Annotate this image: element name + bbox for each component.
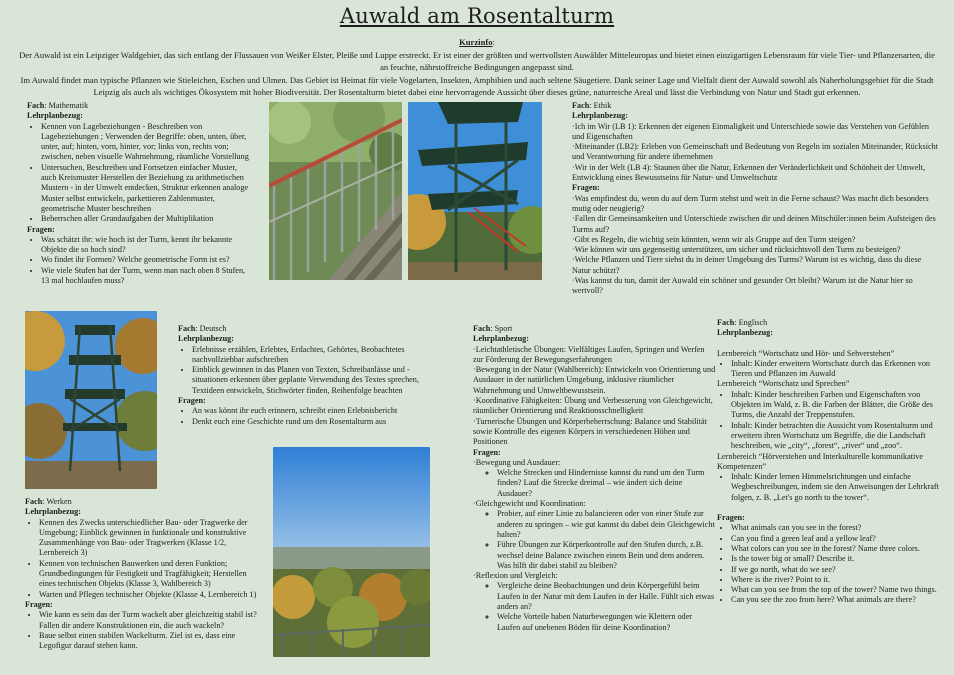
fragen-label: Fragen:	[27, 224, 55, 234]
list-item: ◦ Vergleiche deine Beobachtungen und dein Körpergefühl beim Laufen in der Natur mit dem Laufen in der Halle. Fühlt sich etwas anders an?	[497, 581, 717, 612]
section-werken: Fach: Werken Lehrplanbezug: • Kennen des Zwecks unterschiedlicher Bau- oder Tragwerke der Umgebung; Einblick gewinnen in funktionale und konstruktive Zusammenhänge von Bau- oder Tragwerken (Klasse 1/2, Lernbereich 3) • Kennen von technischen Bauwerken und deren Funktion; Grundbedingungen für Festigkeit und Tragfähigkeit; Herstellen eines technischen Objekts (Klasse 3, Wahlbereich 3) • Warten und Pflegen technischer Objekte (Klasse 4, Lernbereich 1) Fragen: • Wie kann es sein das der Turm wackelt aber gleichzeitig stabil ist? Fallen dir andere Konstruktionen ein, die auch wackeln? • Baue selbst einen stabilen Wackelturm. Ziel ist es, dass eine Legofigur darauf stehen kann.	[25, 497, 265, 651]
list-item: • An was könnt ihr euch erinnern, schreibt einen Erlebnisbericht	[192, 406, 442, 416]
frage-line: ·Gibt es Regeln, die wichtig sein könnten, wenn wir als Gruppe auf den Turm steigen?	[572, 234, 856, 244]
lehrplan-line: ·Ich im Wir (LB 1): Erkennen der eigenen Einmaligkeit und Unterschiede sowie das Verstehen von Gefühlen und Eigenschaften	[572, 121, 930, 141]
intro-section: Kurzinfo: Der Auwald ist ein Leipziger Waldgebiet, das sich entlang der Flussauen von Weißer Elster, Pleiße und Luppe erstreckt. Er ist einer der größten und wertvollsten Auwälder Mitteleuropas und bietet einen einzigartigen Lebensraum für viele Tier- und Pflanzenarten, die an feuchte, nährstoffreiche Bedingungen angepasst sind. Im Auwald findet man typische Pflanzen wie Stieleichen, Eschen und Ulmen. Das Gebiet ist Heimat für viele Vogelarten, Insekten, Amphibien und auch seltene Säugetiere. Dank seiner Lage und Vielfalt dient der Auwald sowohl als Naherholungsgebiet für die Stadt Leipzig als auch als wichtiges Ökosystem mit hoher Biodiversität. Der Rosentalturm bietet dabei eine hervorragende Aussicht über dieses grüne, naturreiche Areal und lässt die Verbindung von Natur und Stadt gut erkennen.	[14, 37, 940, 98]
list-item: • Is the tower big or small? Describe it.	[731, 554, 939, 564]
list-item: • Denkt euch eine Geschichte rund um den Rosentalturm aus	[192, 417, 442, 427]
list-item: • Kennen des Zwecks unterschiedlicher Bau- oder Tragwerke der Umgebung; Einblick gewinnen in funktionale und konstruktive Zusammenhänge von Bau- oder Tragwerken (Klasse 1/2, Lernbereich 3)	[39, 518, 265, 559]
lehrplan-label: Lehrplanbezug:	[178, 334, 234, 344]
list-item: • Kennen von Lagebeziehungen - Beschreiben von Lagebeziehungen ; Verwenden der Begriffe: oben, unten, über, unter, auf; hinten, vorn, hinter, vor; links von, rechts von; zwischen, neben visuelle Wahrnehmung, räumliche Vorstellung	[41, 122, 253, 163]
frage-line: ·Wie können wir uns gegenseitig unterstützen, um sicher und rücksichtsvoll den Turm zu besteigen?	[572, 245, 901, 255]
lehrplan-line: ·Turnerische Übungen und Körperbeherrschung: Balance und Stabilität sowie Kontrolle des eigenen Körpers in verschiedenen Höhen und Positionen	[473, 416, 707, 447]
section-ethik: Fach: Ethik Lehrplanbezug: ·Ich im Wir (LB 1): Erkennen der eigenen Einmaligkeit und Unterschiede sowie das Verstehen von Gefühlen und Eigenschaften ·Miteinander (LB2): Erleben von Gemeinschaft und Bedeutung von Regeln im sozialen Miteinander, Rücksicht und Verantwortung für andere übernehmen ·Wir in der Welt (LB 4): Staunen über die Natur, Erkennen der Veränderlichkeit und Schönheit der Umwelt, Entwicklung eines Bewusstseins für Natur- und Umweltschutz Fragen: ·Was empfindest du, wenn du auf dem Turm stehst und weit in die Ferne schaust? Was macht dich besonders mutig oder neugierig? ·Fallen dir Gemeinsamkeiten und Unterschiede zwischen dir und deinen Mitschüler:innen beim Aufsteigen des Turms auf? ·Gibt es Regeln, die wichtig sein könnten, wenn wir als Gruppe auf den Turm steigen? ·Wie können wir uns gegenseitig unterstützen, um sicher und rücksichtsvoll den Turm zu besteigen? ·Welche Pflanzen und Tiere siehst du in deiner Umgebung des Turms? Warum ist es wichtig, dass du diese Natur schützt? ·Was kannst du tun, damit der Auwald ein schöner und gesunder Ort bleibt? Warum ist die Natur hier so wertvoll?	[572, 101, 938, 296]
list-item: • What animals can you see in the forest?	[731, 523, 939, 533]
list-item: ◦ Welche Strecken und Hindernisse kannst du rund um den Turm finden? Lauf die Strecke dreimal – wie ändert sich deine Ausdauer?	[497, 468, 717, 499]
fach-label: Fach	[717, 318, 735, 327]
fragen-label: Fragen:	[178, 396, 206, 406]
list-item: • Can you see the zoo from here? What animals are there?	[731, 595, 939, 605]
list-item: • Beherrschen aller Grundaufgaben der Multiplikation	[41, 214, 253, 224]
fach-label: Fach	[473, 324, 491, 333]
fragen-group-title: ·Reflexion und Vergleich:	[473, 571, 558, 581]
lehrplan-label: Lehrplanbezug:	[473, 334, 529, 344]
list-item: • Einblick gewinnen in das Planen von Texten, Schreibanlässe und -situationen erkennen über geplante Verwendung des Textes sprechen, Textideen entwickeln, Stichwörter finden, Reihenfolge beachten	[192, 365, 442, 396]
list-item: ◦ Probier, auf einer Linie zu balancieren oder von einer Stufe zur anderen zu springen – wie gut kannst du dabei dein Gleichgewicht halten?	[497, 509, 717, 540]
fragen-label: Fragen:	[717, 513, 745, 523]
list-item: • Wie kann es sein das der Turm wackelt aber gleichzeitig stabil ist? Fallen dir andere Konstruktionen ein, die auch wackeln?	[39, 610, 265, 631]
photo-view-from-tower	[273, 447, 430, 657]
lehrplan-list	[25, 518, 265, 600]
fragen-group-title: ·Bewegung und Ausdauer:	[473, 457, 561, 467]
list-item: • Inhalt: Kinder beschreiben Farben und Eigenschaften von Objekten im Wald, z. B. die Farben der Blätter, die Größe des Turms, die Anzahl der Treppenstufen.	[731, 390, 939, 421]
list-item: • Where is the river? Point to it.	[731, 575, 939, 585]
list-item: • Baue selbst einen stabilen Wackelturm. Ziel ist es, dass eine Legofigur darauf stehen kann.	[39, 631, 265, 652]
list-item: • Can you find a green leaf and a yellow leaf?	[731, 534, 939, 544]
lernbereich-title: Lernbereich “Wortschatz und Hör- und Sehverstehen”	[717, 348, 895, 358]
fragen-label: Fragen:	[25, 599, 53, 609]
fach-name: Sport	[494, 324, 513, 333]
lehrplan-line: ·Leichtathletische Übungen: Vielfältiges Laufen, Springen und Werfen zur Förderung der Bewegungserfahrungen	[473, 344, 705, 364]
list-item: ◦ Führe Übungen zur Körperkontrolle auf den Stufen durch, z.B. wechsel deine Balance zwischen einem Bein und dem anderen. Was hilft dir dabei stabil zu bleiben?	[497, 540, 717, 571]
section-mathematik: Fach: Mathematik Lehrplanbezug: • Kennen von Lagebeziehungen - Beschreiben von Lagebeziehungen ; Verwenden der Begriffe: oben, unten, über, unter, auf; hinten, vorn, hinter, vor; links von, rechts von; zwischen, neben visuelle Wahrnehmung, räumliche Vorstellung • Untersuchen, Beschreiben und Fortsetzen einfacher Muster, auch Kreismuster Herstellen der Beziehung zu arithmetischen Mustern - in der Umwelt entdecken, Struktur erkennen analoge Muster selbst entwickeln, parkettieren Zahlenmuster, geometrische Muster beschreiben • Beherrschen aller Grundaufgaben der Multiplikation Fragen: • Was schätzt ihr: wie hoch ist der Turm, kennt ihr bekannte Objekte die so hoch sind? • Wo findet ihr Formen? Welche geometrische Form ist es? • Wie viele Stufen hat der Turm, wenn man nach oben 8 Stufen, 13 mal hochlaufen muss?	[27, 101, 253, 286]
fragen-list	[178, 406, 442, 427]
lernbereich-title: Lernbereich “Wortschatz und Sprechen”	[717, 379, 850, 389]
fragen-list	[717, 523, 939, 605]
fragen-group-title: ·Gleichgewicht und Koordination:	[473, 499, 586, 509]
list-item: • Was schätzt ihr: wie hoch ist der Turm, kennt ihr bekannte Objekte die so hoch sind?	[41, 235, 253, 256]
lernbereich-title: Lernbereich “Hörverstehen und Interkulturelle kommunikative Kompetenzen”	[717, 451, 923, 471]
list-item: • What colors can you see in the forest? Name three colors.	[731, 544, 939, 554]
lehrplan-label: Lehrplanbezug:	[717, 328, 773, 338]
lehrplan-list	[178, 345, 442, 396]
lernbereich-list	[717, 472, 939, 503]
intro-paragraph-2: Im Auwald findet man typische Pflanzen wie Stieleichen, Eschen und Ulmen. Das Gebiet ist Heimat für viele Vogelarten, Insekten, Amphibien und auch seltene Säugetiere. Dank seiner Lage und Vielfalt dient der Auwald sowohl als Naherholungsgebiet für die Stadt Leipzig als auch als wichtiges Ökosystem mit hoher Biodiversität. Der Rosentalturm bietet dabei eine hervorragende Aussicht über dieses grüne, naturreiche Areal und lässt die Verbindung von Natur und Stadt gut erkennen.	[20, 75, 934, 97]
page-title: Auwald am Rosentalturm	[339, 4, 615, 28]
section-englisch: Fach: Englisch Lehrplanbezug: Lernbereich “Wortschatz und Hör- und Sehverstehen” • Inhalt: Kinder erweitern Wortschatz durch das Erkennen von Tieren und Pflanzen im Auwald Lernbereich “Wortschatz und Sprechen” • Inhalt: Kinder beschreiben Farben und Eigenschaften von Objekten im Wald, z. B. die Farben der Blätter, die Größe des Turms, die Anzahl der Treppenstufen. • Inhalt: Kinder betrachten die Aussicht vom Rosentalturm und erweitern ihren Wortschatz um Begriffe, die die Landschaft beschreiben, wie „city“, „forest“, „river“ und „zoo“. Lernbereich “Hörverstehen und Interkulturelle kommunikative Kompetenzen” • Inhalt: Kinder lernen Himmelsrichtungen und einfache Wegbeschreibungen, indem sie den Anweisungen der Lehrkraft folgen, z. B. „Let's go north to the tower“. Fragen: • What animals can you see in the forest? • Can you find a green leaf and a yellow leaf? • What colors can you see in the forest? Name three colors. • Is the tower big or small? Describe it. • If we go north, what do we see? • Where is the river? Point to it. • What can you see from the top of the tower? Name two things. • Can you see the zoo from here? What animals are there?	[717, 318, 939, 606]
lehrplan-label: Lehrplanbezug:	[25, 507, 81, 517]
lehrplan-line: ·Miteinander (LB2): Erleben von Gemeinschaft und Bedeutung von Regeln im sozialen Miteinander, Rücksicht und Verantwortung für andere übernehmen	[572, 142, 938, 162]
list-item: • If we go north, what do we see?	[731, 565, 939, 575]
fragen-list	[27, 235, 253, 286]
fragen-list	[473, 468, 717, 499]
intro-heading: Kurzinfo	[459, 37, 493, 47]
frage-line: ·Fallen dir Gemeinsamkeiten und Unterschiede zwischen dir und deinen Mitschüler:innen beim Aufsteigen des Turms auf?	[572, 214, 936, 234]
fach-label: Fach	[178, 324, 196, 333]
fach-label: Fach	[572, 101, 590, 110]
list-item: • Wo findet ihr Formen? Welche geometrische Form ist es?	[41, 255, 253, 265]
lernbereich-list	[717, 390, 939, 452]
list-item: • Warten und Pflegen technischer Objekte (Klasse 4, Lernbereich 1)	[39, 590, 265, 600]
section-sport: Fach: Sport Lehrplanbezug: ·Leichtathletische Übungen: Vielfältiges Laufen, Springen und Werfen zur Förderung der Bewegungserfahrungen ·Bewegung in der Natur (Wahlbereich): Entwickeln von Orientierung und Ausdauer in der natürlichen Umgebung, inklusive räumlicher Wahrnehmung und Umweltbewusstsein. ·Koordinative Fähigkeiten: Übung und Verbesserung von Gleichgewicht, räumlicher Orientierung und Reaktionsschnelligkeit ·Turnerische Übungen und Körperbeherrschung: Balance und Stabilität sowie Kontrolle des eigenen Körpers in verschiedenen Höhen und Positionen Fragen: ·Bewegung und Ausdauer: ◦ Welche Strecken und Hindernisse kannst du rund um den Turm finden? Lauf die Strecke dreimal – wie ändert sich deine Ausdauer? ·Gleichgewicht und Koordination: ◦ Probier, auf einer Linie zu balancieren oder von einer Stufe zur anderen zu springen – wie gut kannst du dabei dein Gleichgewicht halten? ◦ Führe Übungen zur Körperkontrolle auf den Stufen durch, z.B. wechsel deine Balance zwischen einem Bein und dem anderen. Was hilft dir dabei stabil zu bleiben? ·Reflexion und Vergleich: ◦ Vergleiche deine Beobachtungen und dein Körpergefühl beim Laufen in der Natur mit dem Laufen in der Halle. Fühlt sich etwas anders an? ◦ Welche Vorteile haben Naturbewegungen wie Klettern oder Laufen auf unebenen Böden für deine Koordination?	[473, 324, 717, 633]
lehrplan-line: ·Koordinative Fähigkeiten: Übung und Verbesserung von Gleichgewicht, räumlicher Orientierung und Reaktionsschnelligkeit	[473, 396, 713, 416]
intro-paragraph-1: Der Auwald ist ein Leipziger Waldgebiet, das sich entlang der Flussauen von Weißer Elster, Pleiße und Luppe erstreckt. Er ist einer der größten und wertvollsten Auwälder Mitteleuropas und bietet einen einzigartigen Lebensraum für viele Tier- und Pflanzenarten, die an feuchte, nährstoffreiche Bedingungen angepasst sind.	[19, 50, 935, 72]
list-item: • Inhalt: Kinder lernen Himmelsrichtungen und einfache Wegbeschreibungen, indem sie den Anweisungen der Lehrkraft folgen, z. B. „Let's go north to the tower“.	[731, 472, 939, 503]
fragen-list	[25, 610, 265, 651]
list-item: • Kennen von technischen Bauwerken und deren Funktion; Grundbedingungen für Festigkeit und Tragfähigkeit; Herstellen eines technischen Objekts (Klasse 3, Wahlbereich 3)	[39, 559, 265, 590]
photo-staircase-railing	[269, 102, 402, 280]
frage-line: ·Was empfindest du, wenn du auf dem Turm stehst und weit in die Ferne schaust? Was macht dich besonders mutig oder neugierig?	[572, 193, 929, 213]
list-item: • Inhalt: Kinder betrachten die Aussicht vom Rosentalturm und erweitern ihren Wortschatz um Begriffe, die die Landschaft beschreiben, wie „city“, „forest“, „river“ und „zoo“.	[731, 421, 939, 452]
list-item: • Erlebnisse erzählen, Erlebtes, Erdachtes, Gehörtes, Beobachtetes nachvollziehbar aufschreiben	[192, 345, 442, 366]
lehrplan-label: Lehrplanbezug:	[27, 111, 83, 121]
fach-name: Werken	[46, 497, 72, 506]
lernbereich-list	[717, 359, 939, 380]
photo-tower-side	[25, 311, 157, 489]
fach-name: Deutsch	[199, 324, 227, 333]
lehrplan-line: ·Bewegung in der Natur (Wahlbereich): Entwickeln von Orientierung und Ausdauer in der natürlichen Umgebung, inklusive räumlicher Wahrnehmung und Umweltbewusstsein.	[473, 365, 716, 395]
fach-name: Mathematik	[48, 101, 89, 110]
frage-line: ·Welche Pflanzen und Tiere siehst du in deiner Umgebung des Turms? Warum ist es wichtig, dass du diese Natur schützt?	[572, 255, 922, 275]
list-item: • Wie viele Stufen hat der Turm, wenn man nach oben 8 Stufen, 13 mal hochlaufen muss?	[41, 266, 253, 287]
list-item: • Inhalt: Kinder erweitern Wortschatz durch das Erkennen von Tieren und Pflanzen im Auwald	[731, 359, 939, 380]
list-item: ◦ Welche Vorteile haben Naturbewegungen wie Klettern oder Laufen auf unebenen Böden für deine Koordination?	[497, 612, 717, 633]
fach-label: Fach	[25, 497, 43, 506]
lehrplan-label: Lehrplanbezug:	[572, 111, 628, 121]
photo-tower-from-below	[408, 102, 542, 280]
fragen-label: Fragen:	[572, 183, 600, 193]
fach-label: Fach	[27, 101, 45, 110]
lehrplan-list	[27, 122, 253, 225]
fach-name: Englisch	[738, 318, 768, 327]
fragen-label: Fragen:	[473, 447, 501, 457]
fragen-list	[473, 581, 717, 632]
fach-name: Ethik	[593, 101, 612, 110]
frage-line: ·Was kannst du tun, damit der Auwald ein schöner und gesunder Ort bleibt? Warum ist die Natur hier so wertvoll?	[572, 276, 913, 296]
list-item: • Untersuchen, Beschreiben und Fortsetzen einfacher Muster, auch Kreismuster Herstellen der Beziehung zu arithmetischen Mustern - in der Umwelt entdecken, Struktur erkennen analoge Muster selbst entwickeln, parkettieren Zahlenmuster, geometrische Muster beschreiben	[41, 163, 253, 214]
fragen-list	[473, 509, 717, 571]
section-deutsch: Fach: Deutsch Lehrplanbezug: • Erlebnisse erzählen, Erlebtes, Erdachtes, Gehörtes, Beobachtetes nachvollziehbar aufschreiben • Einblick gewinnen in das Planen von Texten, Schreibanlässe und -situationen erkennen über geplante Verwendung des Textes sprechen, Textideen entwickeln, Stichwörter finden, Reihenfolge beachten Fragen: • An was könnt ihr euch erinnern, schreibt einen Erlebnisbericht • Denkt euch eine Geschichte rund um den Rosentalturm aus	[178, 324, 442, 427]
lehrplan-line: ·Wir in der Welt (LB 4): Staunen über die Natur, Erkennen der Veränderlichkeit und Schönheit der Umwelt, Entwicklung eines Bewusstseins für Natur- und Umweltschutz	[572, 162, 926, 183]
list-item: • What can you see from the top of the tower? Name two things.	[731, 585, 939, 595]
